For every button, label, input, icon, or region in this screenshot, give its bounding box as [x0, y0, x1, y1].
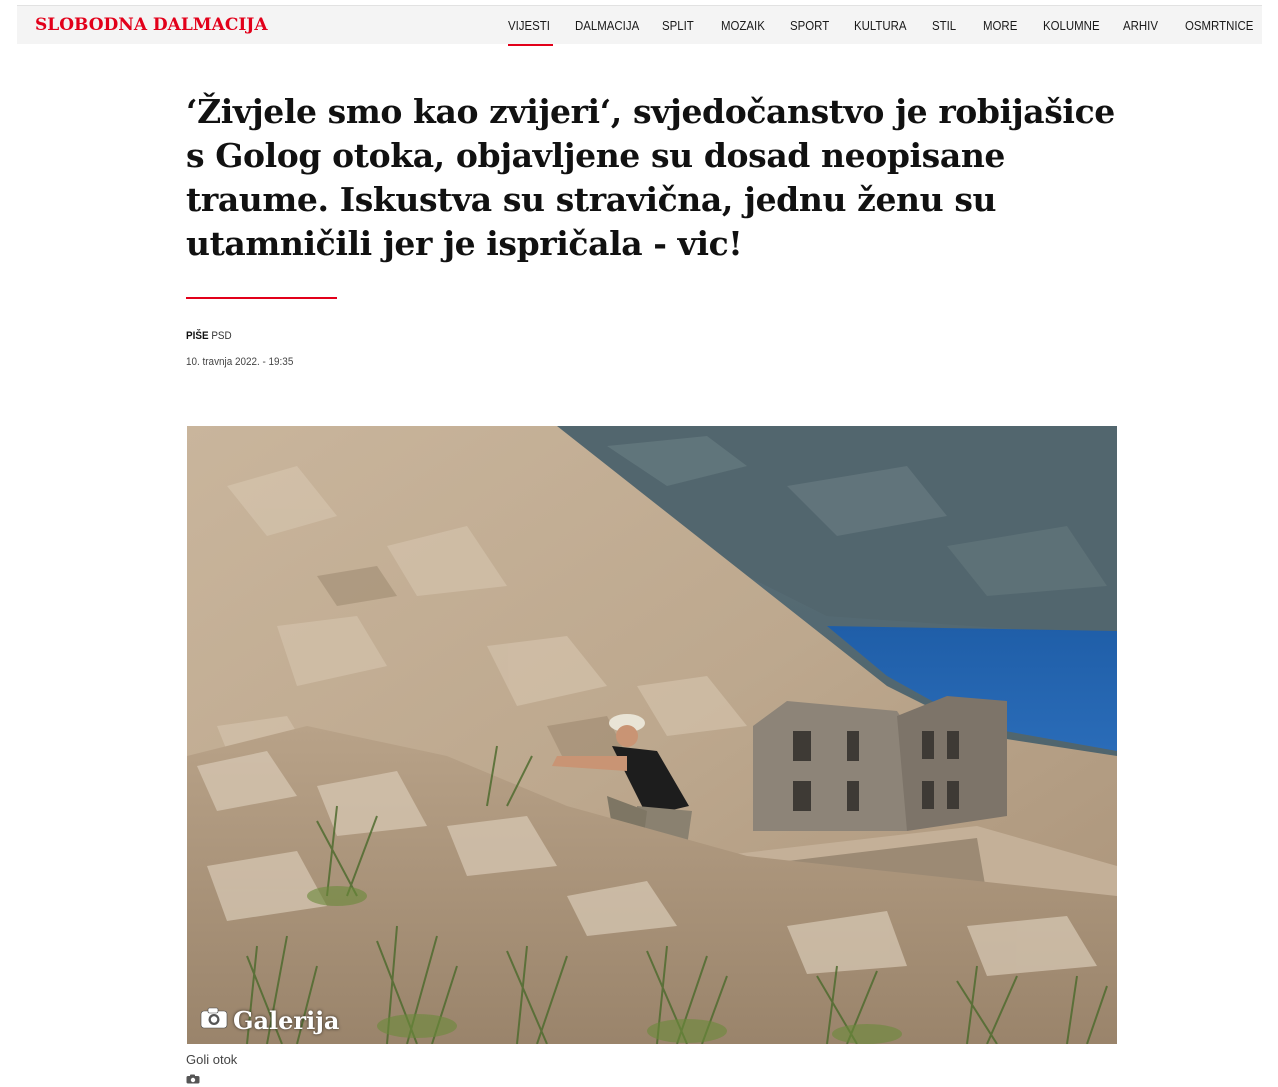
publish-date: 10. travnja 2022. - 19:35: [186, 356, 294, 368]
site-logo[interactable]: SLOBODNA DALMACIJA: [35, 15, 268, 35]
byline: [186, 330, 232, 342]
site-header: [17, 5, 1262, 44]
photo-caption: Goli otok: [186, 1052, 238, 1067]
article-photo[interactable]: [187, 426, 1117, 1044]
nav-item-dalmacija[interactable]: DALMACIJA: [575, 18, 640, 33]
nav-item-osmrtnice[interactable]: OSMRTNICE: [1185, 18, 1254, 33]
nav-item-vijesti[interactable]: VIJESTI: [508, 18, 550, 33]
nav-item-more[interactable]: MORE: [983, 18, 1018, 33]
gallery-label: Galerija: [233, 1006, 340, 1035]
nav-item-mozaik[interactable]: MOZAIK: [721, 18, 765, 33]
title-divider: [186, 297, 337, 299]
nav-active-indicator: [508, 44, 553, 46]
nav-item-kolumne[interactable]: KOLUMNE: [1043, 18, 1100, 33]
camera-icon: [186, 1074, 200, 1087]
gallery-button[interactable]: [200, 1006, 339, 1035]
stone-building: [753, 696, 1007, 831]
nav-item-split[interactable]: SPLIT: [662, 18, 694, 33]
photo-illustration: [187, 426, 1117, 1044]
nav-item-sport[interactable]: SPORT: [790, 18, 830, 33]
author-name[interactable]: PSD: [211, 330, 232, 342]
nav-item-kultura[interactable]: KULTURA: [854, 18, 907, 33]
article-title: ‘Živjele smo kao zvijeri‘, svjedočanstvo je robijašice s Golog otoka, objavljene su dosad neopisane traume. Iskustva su stravična, jednu ženu su utamničili jer je ispričala - vic!: [186, 92, 1115, 263]
camera-icon: [200, 1007, 228, 1034]
nav-item-arhiv[interactable]: ARHIV: [1123, 18, 1158, 33]
photo-credit-row: [186, 1074, 200, 1087]
byline-prefix: PIŠE: [186, 330, 209, 342]
nav-item-stil[interactable]: STIL: [932, 18, 957, 33]
